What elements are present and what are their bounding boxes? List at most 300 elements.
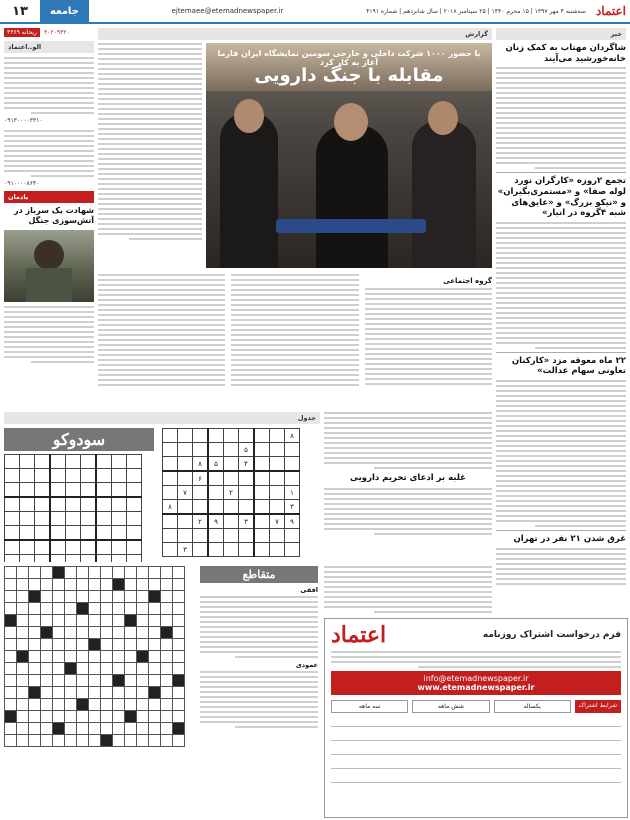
crossword-cell[interactable] <box>161 699 173 711</box>
crossword-cell[interactable] <box>101 627 113 639</box>
crossword-cell[interactable] <box>125 567 137 579</box>
sudoku-cell[interactable] <box>112 483 127 498</box>
crossword-cell[interactable] <box>77 615 89 627</box>
crossword-cell[interactable] <box>5 687 17 699</box>
crossword-cell[interactable] <box>65 723 77 735</box>
crossword-cell[interactable] <box>53 615 65 627</box>
crossword-cell[interactable] <box>173 567 185 579</box>
crossword-cell[interactable] <box>137 687 149 699</box>
sudoku-cell[interactable] <box>285 443 300 457</box>
crossword-cell[interactable] <box>101 579 113 591</box>
crossword-cell[interactable] <box>149 651 161 663</box>
sudoku-cell[interactable] <box>96 455 112 469</box>
sudoku-cell[interactable] <box>178 529 193 543</box>
crossword-cell[interactable] <box>5 675 17 687</box>
sudoku-cell[interactable] <box>193 443 209 457</box>
crossword-cell[interactable] <box>125 735 137 747</box>
sudoku-cell[interactable] <box>178 471 193 486</box>
sudoku-cell[interactable] <box>66 455 81 469</box>
crossword-cell[interactable] <box>161 675 173 687</box>
sudoku-cell[interactable] <box>224 500 239 515</box>
sudoku-cell[interactable] <box>5 497 20 512</box>
crossword-cell[interactable] <box>65 615 77 627</box>
crossword-cell[interactable] <box>161 663 173 675</box>
sudoku-cell[interactable]: ۸ <box>285 429 300 443</box>
sudoku-cell[interactable]: ۱ <box>285 486 300 500</box>
crossword-cell[interactable] <box>137 663 149 675</box>
ad-duration-12[interactable]: یکساله <box>494 700 571 713</box>
crossword-cell[interactable] <box>29 699 41 711</box>
sudoku-cell[interactable] <box>66 497 81 512</box>
crossword-cell[interactable] <box>65 711 77 723</box>
crossword-cell[interactable] <box>149 711 161 723</box>
crossword-cell[interactable] <box>65 675 77 687</box>
crossword-cell[interactable] <box>125 579 137 591</box>
sudoku-cell[interactable] <box>5 540 20 555</box>
crossword-cell[interactable] <box>53 699 65 711</box>
crossword-cell[interactable] <box>65 639 77 651</box>
sudoku-cell[interactable] <box>285 457 300 472</box>
sudoku-cell[interactable] <box>20 555 35 563</box>
crossword-cell[interactable] <box>149 723 161 735</box>
sudoku-cell[interactable] <box>66 483 81 498</box>
sudoku-cell[interactable] <box>50 497 66 512</box>
sudoku-cell[interactable] <box>81 497 97 512</box>
crossword-cell[interactable] <box>77 639 89 651</box>
crossword-cell[interactable] <box>17 675 29 687</box>
sudoku-cell[interactable] <box>50 540 66 555</box>
sudoku-cell[interactable] <box>270 443 285 457</box>
sudoku-cell[interactable] <box>254 429 270 443</box>
sudoku-cell[interactable] <box>35 540 51 555</box>
sudoku-cell[interactable] <box>163 471 178 486</box>
sudoku-cell[interactable] <box>20 483 35 498</box>
sudoku-cell[interactable] <box>96 540 112 555</box>
sudoku-cell[interactable]: ۲ <box>224 486 239 500</box>
sudoku-cell[interactable] <box>224 471 239 486</box>
sudoku-cell[interactable] <box>178 443 193 457</box>
crossword-cell[interactable] <box>101 651 113 663</box>
sudoku-cell[interactable] <box>5 512 20 526</box>
sudoku-cell[interactable] <box>254 457 270 472</box>
crossword-cell[interactable] <box>65 651 77 663</box>
crossword-cell[interactable] <box>125 699 137 711</box>
sudoku-cell[interactable] <box>239 471 255 486</box>
crossword-cell[interactable] <box>29 711 41 723</box>
crossword-cell[interactable] <box>149 675 161 687</box>
crossword-cell[interactable] <box>89 711 101 723</box>
sudoku-cell[interactable] <box>112 497 127 512</box>
crossword-cell[interactable] <box>101 723 113 735</box>
sudoku-cell[interactable]: ۸ <box>193 457 209 472</box>
crossword-cell[interactable] <box>17 699 29 711</box>
crossword-cell[interactable] <box>29 579 41 591</box>
crossword-cell[interactable] <box>17 711 29 723</box>
crossword-cell[interactable] <box>137 723 149 735</box>
crossword-cell[interactable] <box>5 663 17 675</box>
crossword-cell[interactable] <box>113 651 125 663</box>
crossword-cell[interactable] <box>137 567 149 579</box>
crossword-cell[interactable] <box>17 639 29 651</box>
sudoku-cell[interactable] <box>208 471 224 486</box>
sudoku-cell[interactable] <box>35 526 51 541</box>
crossword-cell[interactable] <box>101 675 113 687</box>
crossword-cell[interactable] <box>173 663 185 675</box>
sudoku-cell[interactable] <box>66 469 81 483</box>
crossword-cell[interactable] <box>101 687 113 699</box>
crossword-cell[interactable] <box>173 639 185 651</box>
crossword-cell[interactable] <box>149 663 161 675</box>
sudoku-cell[interactable] <box>50 526 66 541</box>
crossword-cell[interactable] <box>113 603 125 615</box>
sudoku-cell[interactable] <box>112 469 127 483</box>
sudoku-cell[interactable]: ۲ <box>193 514 209 529</box>
crossword-cell[interactable] <box>125 723 137 735</box>
sudoku-cell[interactable]: ۹ <box>285 514 300 529</box>
crossword-cell[interactable] <box>101 699 113 711</box>
sudoku-cell[interactable] <box>224 543 239 557</box>
crossword-cell[interactable] <box>5 699 17 711</box>
sudoku-cell[interactable] <box>178 500 193 515</box>
crossword-cell[interactable] <box>149 639 161 651</box>
crossword-cell[interactable] <box>125 591 137 603</box>
crossword-cell[interactable] <box>125 603 137 615</box>
crossword-cell[interactable] <box>149 615 161 627</box>
crossword-cell[interactable] <box>77 735 89 747</box>
sudoku-cell[interactable] <box>5 555 20 563</box>
crossword-cell[interactable] <box>137 711 149 723</box>
sudoku-cell[interactable] <box>50 555 66 563</box>
sudoku-cell[interactable] <box>5 526 20 541</box>
crossword-cell[interactable] <box>161 567 173 579</box>
sudoku-cell[interactable] <box>5 455 20 469</box>
sudoku-cell[interactable]: ۳ <box>285 500 300 515</box>
crossword-cell[interactable] <box>113 711 125 723</box>
crossword-cell[interactable] <box>137 699 149 711</box>
sudoku-cell[interactable] <box>254 486 270 500</box>
crossword-cell[interactable] <box>173 627 185 639</box>
crossword-cell[interactable] <box>173 735 185 747</box>
sudoku-cell[interactable] <box>239 500 255 515</box>
crossword-cell[interactable] <box>161 591 173 603</box>
sudoku-cell[interactable] <box>193 486 209 500</box>
sudoku-cell[interactable] <box>224 514 239 529</box>
sudoku-cell[interactable] <box>208 486 224 500</box>
sudoku-cell[interactable] <box>127 526 142 541</box>
crossword-cell[interactable] <box>5 735 17 747</box>
sudoku-cell[interactable] <box>112 540 127 555</box>
crossword-cell[interactable] <box>149 735 161 747</box>
ad-form-field-5[interactable] <box>331 772 621 783</box>
sudoku-cell[interactable] <box>81 469 97 483</box>
sudoku-cell[interactable] <box>254 500 270 515</box>
crossword-cell[interactable] <box>29 603 41 615</box>
sudoku-cell[interactable] <box>285 471 300 486</box>
crossword-cell[interactable] <box>137 579 149 591</box>
sudoku-cell[interactable]: ۷ <box>270 514 285 529</box>
crossword-cell[interactable] <box>125 675 137 687</box>
crossword-cell[interactable] <box>89 663 101 675</box>
crossword-cell[interactable] <box>5 627 17 639</box>
masthead-email[interactable]: ejtemaee@etemadnewspaper.ir <box>171 7 284 15</box>
crossword-cell[interactable] <box>77 723 89 735</box>
sudoku-cell[interactable] <box>127 512 142 526</box>
sudoku-cell[interactable] <box>208 543 224 557</box>
crossword-cell[interactable] <box>113 699 125 711</box>
ad-form-field-4[interactable] <box>331 758 621 769</box>
crossword-cell[interactable] <box>41 663 53 675</box>
crossword-cell[interactable] <box>17 615 29 627</box>
crossword-cell[interactable] <box>77 687 89 699</box>
crossword-cell[interactable] <box>5 567 17 579</box>
sudoku-cell[interactable] <box>270 529 285 543</box>
crossword-cell[interactable] <box>137 591 149 603</box>
crossword-cell[interactable] <box>125 663 137 675</box>
sudoku-cell[interactable] <box>208 500 224 515</box>
crossword-cell[interactable] <box>65 735 77 747</box>
sudoku-cell[interactable] <box>81 540 97 555</box>
crossword-cell[interactable] <box>173 615 185 627</box>
crossword-cell[interactable] <box>17 627 29 639</box>
sudoku-cell[interactable] <box>208 443 224 457</box>
ad-form-field-3[interactable] <box>331 744 621 755</box>
sudoku-cell[interactable] <box>112 455 127 469</box>
crossword-cell[interactable] <box>41 591 53 603</box>
crossword-cell[interactable] <box>41 699 53 711</box>
crossword-cell[interactable] <box>161 723 173 735</box>
sudoku-cell[interactable] <box>96 497 112 512</box>
crossword-cell[interactable] <box>77 663 89 675</box>
crossword-cell[interactable] <box>17 723 29 735</box>
crossword-cell[interactable] <box>113 615 125 627</box>
ad-button[interactable]: شرایط اشتراک <box>575 700 621 713</box>
sudoku-cell[interactable] <box>20 497 35 512</box>
crossword-cell[interactable] <box>41 687 53 699</box>
crossword-cell[interactable] <box>137 627 149 639</box>
crossword-cell[interactable] <box>17 603 29 615</box>
crossword-cell[interactable] <box>161 735 173 747</box>
ad-duration-6[interactable]: شش ماهه <box>412 700 489 713</box>
crossword-cell[interactable] <box>173 711 185 723</box>
sudoku-cell[interactable] <box>66 555 81 563</box>
crossword-cell[interactable] <box>17 567 29 579</box>
sudoku-cell[interactable]: ۷ <box>178 486 193 500</box>
crossword-cell[interactable] <box>65 627 77 639</box>
sudoku-cell[interactable] <box>285 543 300 557</box>
sudoku-cell[interactable] <box>163 514 178 529</box>
crossword-cell[interactable] <box>101 567 113 579</box>
sudoku-cell[interactable] <box>163 529 178 543</box>
sudoku-cell[interactable] <box>81 555 97 563</box>
crossword-cell[interactable] <box>101 603 113 615</box>
crossword-cell[interactable] <box>53 579 65 591</box>
crossword-cell[interactable] <box>113 627 125 639</box>
sudoku-cell[interactable] <box>5 469 20 483</box>
crossword-cell[interactable] <box>77 711 89 723</box>
crossword-cell[interactable] <box>137 603 149 615</box>
sudoku-cell[interactable] <box>127 469 142 483</box>
crossword-cell[interactable] <box>113 567 125 579</box>
sudoku-cell[interactable] <box>254 471 270 486</box>
crossword-cell[interactable] <box>113 723 125 735</box>
crossword-cell[interactable] <box>53 687 65 699</box>
sudoku-cell[interactable] <box>254 543 270 557</box>
crossword-cell[interactable] <box>113 735 125 747</box>
crossword-cell[interactable] <box>89 651 101 663</box>
sudoku-cell[interactable] <box>81 526 97 541</box>
sudoku-cell[interactable] <box>96 469 112 483</box>
crossword-cell[interactable] <box>161 615 173 627</box>
sudoku-cell[interactable] <box>112 512 127 526</box>
sudoku-cell[interactable] <box>50 512 66 526</box>
crossword-cell[interactable] <box>125 687 137 699</box>
crossword-cell[interactable] <box>89 699 101 711</box>
sudoku-cell[interactable]: ۵ <box>208 457 224 472</box>
crossword-cell[interactable] <box>29 627 41 639</box>
crossword-cell[interactable] <box>65 699 77 711</box>
sudoku-cell[interactable] <box>208 529 224 543</box>
crossword-cell[interactable] <box>41 711 53 723</box>
crossword-cell[interactable] <box>89 615 101 627</box>
crossword-cell[interactable] <box>173 687 185 699</box>
sudoku-cell[interactable] <box>96 483 112 498</box>
ad-email[interactable]: info@etemadnewspaper.ir <box>423 674 529 683</box>
crossword-cell[interactable] <box>161 651 173 663</box>
sudoku-cell[interactable] <box>178 514 193 529</box>
sudoku-cell[interactable] <box>35 497 51 512</box>
crossword-cell[interactable] <box>89 723 101 735</box>
crossword-cell[interactable] <box>29 639 41 651</box>
crossword-cell[interactable] <box>173 591 185 603</box>
sudoku-cell[interactable]: ۴ <box>239 457 255 472</box>
sudoku-cell[interactable] <box>163 457 178 472</box>
crossword-cell[interactable] <box>53 651 65 663</box>
sudoku-cell[interactable] <box>35 555 51 563</box>
crossword-cell[interactable] <box>29 651 41 663</box>
crossword-cell[interactable] <box>89 603 101 615</box>
crossword-cell[interactable] <box>53 639 65 651</box>
ad-form-field-1[interactable] <box>331 716 621 727</box>
ad-duration-3[interactable]: سه ماهه <box>331 700 408 713</box>
crossword-cell[interactable] <box>65 591 77 603</box>
sudoku-cell[interactable] <box>20 540 35 555</box>
sudoku-cell[interactable] <box>224 443 239 457</box>
sudoku-cell[interactable] <box>193 429 209 443</box>
crossword-cell[interactable] <box>173 651 185 663</box>
sudoku-cell[interactable] <box>163 543 178 557</box>
sudoku-cell[interactable] <box>239 529 255 543</box>
crossword-cell[interactable] <box>41 615 53 627</box>
crossword-cell[interactable] <box>17 579 29 591</box>
crossword-cell[interactable] <box>89 675 101 687</box>
sudoku-cell[interactable] <box>270 471 285 486</box>
crossword-cell[interactable] <box>101 663 113 675</box>
crossword-cell[interactable] <box>101 639 113 651</box>
sudoku-cell[interactable] <box>96 512 112 526</box>
crossword-cell[interactable] <box>149 567 161 579</box>
crossword-cell[interactable] <box>53 603 65 615</box>
crossword-cell[interactable] <box>53 663 65 675</box>
sudoku-cell[interactable] <box>50 483 66 498</box>
crossword-cell[interactable] <box>101 615 113 627</box>
crossword-cell[interactable] <box>89 579 101 591</box>
crossword-cell[interactable] <box>77 627 89 639</box>
sudoku-cell[interactable] <box>20 512 35 526</box>
crossword-cell[interactable] <box>5 639 17 651</box>
sudoku-cell[interactable] <box>66 526 81 541</box>
crossword-cell[interactable] <box>29 735 41 747</box>
crossword-cell[interactable] <box>173 603 185 615</box>
sudoku-cell[interactable] <box>254 514 270 529</box>
sudoku-cell[interactable] <box>66 512 81 526</box>
crossword-cell[interactable] <box>41 675 53 687</box>
sudoku-cell[interactable] <box>35 455 51 469</box>
crossword-cell[interactable] <box>161 687 173 699</box>
crossword-cell[interactable] <box>53 627 65 639</box>
crossword-cell[interactable] <box>89 591 101 603</box>
crossword-cell[interactable] <box>149 603 161 615</box>
sudoku-cell[interactable] <box>35 469 51 483</box>
crossword-cell[interactable] <box>29 567 41 579</box>
sudoku-cell[interactable] <box>270 457 285 472</box>
sudoku-cell[interactable] <box>224 457 239 472</box>
sudoku-cell[interactable] <box>96 526 112 541</box>
crossword-cell[interactable] <box>41 723 53 735</box>
sudoku-cell[interactable] <box>193 500 209 515</box>
crossword-cell[interactable] <box>17 663 29 675</box>
crossword-cell[interactable] <box>41 735 53 747</box>
crossword-cell[interactable] <box>65 603 77 615</box>
crossword-cell[interactable] <box>101 591 113 603</box>
crossword-cell[interactable] <box>17 687 29 699</box>
crossword-cell[interactable] <box>41 603 53 615</box>
crossword-cell[interactable] <box>173 699 185 711</box>
crossword-cell[interactable] <box>149 699 161 711</box>
crossword-cell[interactable] <box>65 687 77 699</box>
sudoku-cell[interactable]: ۳ <box>239 514 255 529</box>
crossword-cell[interactable] <box>161 711 173 723</box>
crossword-cell[interactable] <box>29 663 41 675</box>
sudoku-cell[interactable] <box>163 486 178 500</box>
crossword-cell[interactable] <box>29 675 41 687</box>
crossword-cell[interactable] <box>77 591 89 603</box>
sudoku-cell[interactable] <box>127 555 142 563</box>
sudoku-cell[interactable] <box>35 483 51 498</box>
crossword-cell[interactable] <box>29 615 41 627</box>
ad-form-field-2[interactable] <box>331 730 621 741</box>
crossword-cell[interactable] <box>89 687 101 699</box>
crossword-cell[interactable] <box>113 687 125 699</box>
sudoku-cell[interactable] <box>20 469 35 483</box>
crossword-cell[interactable] <box>17 591 29 603</box>
sudoku-cell[interactable] <box>50 469 66 483</box>
sudoku-cell[interactable] <box>127 483 142 498</box>
crossword-cell[interactable] <box>53 591 65 603</box>
crossword-cell[interactable] <box>113 663 125 675</box>
crossword-cell[interactable] <box>125 651 137 663</box>
sudoku-cell[interactable]: ۶ <box>193 471 209 486</box>
crossword-cell[interactable] <box>5 723 17 735</box>
sudoku-cell[interactable] <box>50 455 66 469</box>
sudoku-cell[interactable]: ۹ <box>208 514 224 529</box>
sudoku-cell[interactable] <box>127 497 142 512</box>
crossword-cell[interactable] <box>89 735 101 747</box>
sudoku-cell[interactable] <box>5 483 20 498</box>
crossword-cell[interactable] <box>113 591 125 603</box>
crossword-cell[interactable] <box>149 627 161 639</box>
crossword-cell[interactable] <box>77 651 89 663</box>
ad-url[interactable]: www.etemadnewspaper.ir <box>417 683 535 692</box>
